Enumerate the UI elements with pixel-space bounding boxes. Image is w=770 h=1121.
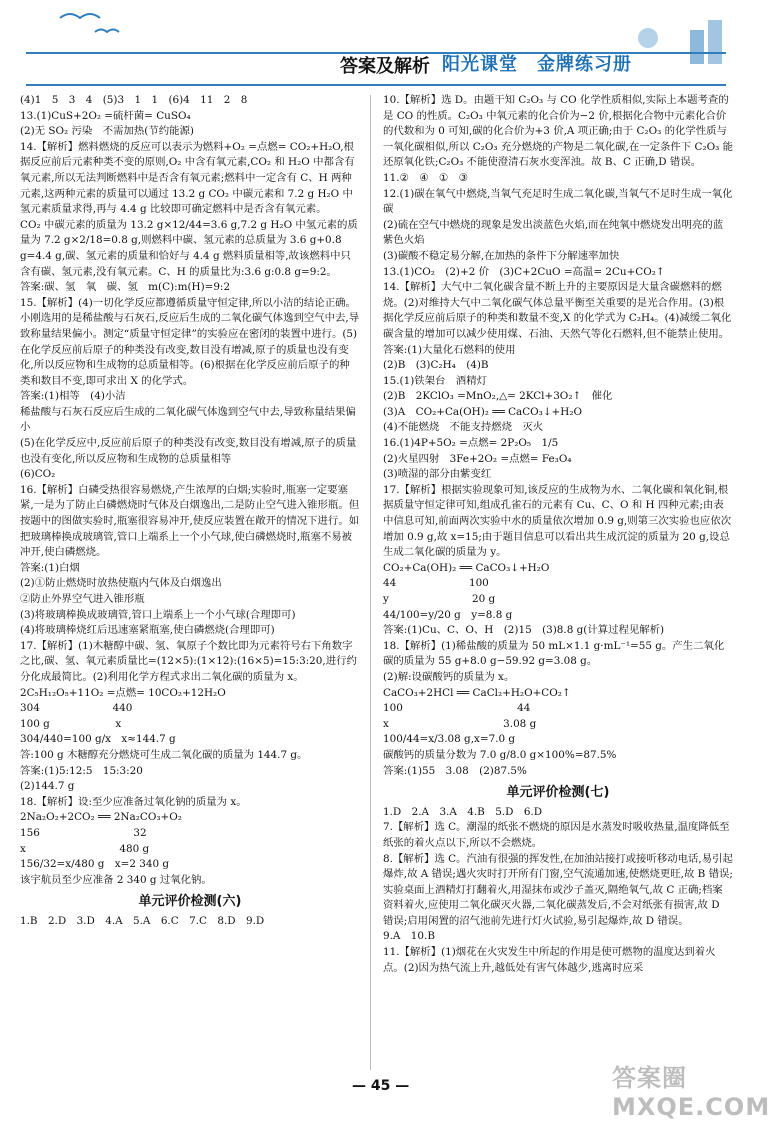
answer-line: 2Na₂O₂+2CO₂ ══ 2Na₂CO₃+O₂ [20, 811, 182, 824]
watermark: 答案圈 MXQE.COM [612, 1064, 770, 1121]
answer-line: 11.② ④ ① ③ [383, 171, 468, 184]
unit-seven-title: 单元评价检测(七) [506, 785, 610, 801]
bird-icon [95, 30, 119, 33]
answer-line: 100 g x [20, 717, 122, 730]
answer-line: 答案:(1)55 3.08 (2)87.5% [383, 764, 527, 777]
answer-line: 16.【解析】白磷受热很容易燃烧,产生浓厚的白烟;实验时,瓶塞一定要塞紧,一是为了防止白磷燃烧时气体及白烟逸出,二是防止空气进入锥形瓶。但按题中的图做实验时,瓶塞很容易冲开,使反应装置在敞开的情况下进行。如把玻璃棒换成玻璃管,管口上端系上一个小气球,使白磷燃烧时,瓶塞不易被冲开,使白磷燃烧。 [20, 483, 360, 559]
answer-line: 该宇航员至少应准备 2 340 g 过氧化钠。 [20, 873, 212, 886]
answer-line: 9.A 10.B [383, 930, 435, 943]
answer-line: 44/100=y/20 g y=8.8 g [383, 608, 513, 621]
answer-line: 10.【解析】选 D。由题干知 C₂O₃ 与 CO 化学性质相似,实际上本题考查的是 CO 的性质。C₂O₃ 中氧元素的化合价为−2 价,根据化合物中元素化合价的代数和为 0 可知,碳的化合价为+3 价,A 项正确;由于 C₂O₃ 的化学性质与一氧化碳相似,所以 C₂O₃ 充分燃烧的产物是二氧化碳,在一定条件下 C₂O₃ 能还原氧化铁;C₂O₃ 不能使澄清石灰水变浑浊。故 B、C 正确,D 错误。 [383, 94, 733, 169]
answer-line: ②防止外界空气进入锥形瓶 [20, 593, 145, 605]
answer-line: (4)不能燃烧 不能支持燃烧 灭火 [383, 421, 544, 434]
answer-line: (3)将玻璃棒换成玻璃管,管口上端系上一个小气球(合理即可) [20, 608, 296, 621]
answer-line: 碳酸钙的质量分数为 7.0 g/8.0 g×100%=87.5% [383, 748, 617, 761]
answer-line: 答案:(1)大量化石燃料的使用 [383, 343, 516, 356]
answer-line: (3)喷湿的部分由紫变红 [383, 468, 492, 481]
answer-line: (3)A CO₂+Ca(OH)₂ ══ CaCO₃↓+H₂O [383, 405, 583, 418]
answer-line: 14.【解析】大气中二氧化碳含量不断上升的主要原因是大量含碳燃料的燃烧。(2)对维持大气中二氧化碳气体总量平衡至关重要的是光合作用。(3)根据化学反应前后原子的种类和数量不变,X 的化学式为 C₂H₄。(4)减缓二氧化碳含量的增加可以减少使用煤、石油、天然气等化石燃料,但不能禁止使用。 [383, 281, 732, 340]
answer-line: 15.(1)铁架台 酒精灯 [383, 374, 487, 387]
answer-line: 1.D 2.A 3.A 4.B 5.D 6.D [383, 805, 543, 818]
answer-line: CaCO₃+2HCl ══ CaCl₂+H₂O+CO₂↑ [383, 686, 571, 699]
answer-line: 304/440=100 g/x x≈144.7 g [20, 733, 176, 746]
answer-line: 156/32=x/480 g x=2 340 g [20, 858, 170, 871]
unit-six-answers: 1.B 2.D 3.D 4.A 5.A 6.C 7.C 8.D 9.D [20, 914, 265, 927]
answer-line: 18.【解析】设:至少应准备过氧化钠的质量为 x。 [20, 795, 247, 808]
answer-line: 答案:(1)Cu、C、O、H (2)15 (3)8.8 g(计算过程见解析) [383, 624, 665, 637]
answer-line: 答案:碳、氢 氧 碳、氢 m(C):m(H)=9:2 [20, 281, 231, 294]
answer-line: (2)解:设碳酸钙的质量为 x。 [383, 670, 515, 683]
answer-line: 答:100 g 木糖醇充分燃烧可生成二氧化碳的质量为 144.7 g。 [20, 748, 308, 761]
answer-line: 答案:(1)5:12:5 15:3:20 [20, 764, 143, 777]
tree-icon [638, 28, 658, 48]
answer-line: 7.【解析】选 C。潮湿的纸张不燃烧的原因是水蒸发时吸收热量,温度降低至纸张的着火点以下,所以不会燃烧。 [383, 821, 730, 849]
answer-line: 17.【解析】(1)木糖醇中碳、氢、氧原子个数比即为元素符号右下角数字之比,碳、氢、氧元素质量比=(12×5):(1×12):(16×5)=15:3:20,进行约分化成最简比。(2)利用化学方程式求出二氧化碳的质量为 x。 [20, 639, 357, 683]
answer-line: 100/44=x/3.08 g,x=7.0 g [383, 733, 516, 746]
answer-line: (2)B 2KClO₃ =MnO₂,△= 2KCl+3O₂↑ 催化 [383, 390, 613, 403]
answer-line: 304 440 [20, 702, 133, 715]
answer-line: 14.【解析】燃料燃烧的反应可以表示为燃料+O₂ =点燃= CO₂+H₂O,根据反应前后元素种类不变的原则,O₂ 中含有氧元素,CO₂ 和 H₂O 中都含有氧元素,所以无法判断燃料中是否含有氧元素;燃料中一定含有 C、H 两种元素,这两种元素的质量可以通过 13.2 g CO₂ 中碳元素和 7.2 g H₂O 中氢元素质量求得,再与 4.4 g 比较即可确定燃料中是否含有氧元素。 [20, 140, 355, 216]
answer-line: 2C₅H₁₂O₅+11O₂ =点燃= 10CO₂+12H₂O [20, 686, 226, 699]
answer-line: 稀盐酸与石灰石反应后生成的二氧化碳气体逸到空气中去,导致称量结果偏小 [20, 405, 356, 434]
answer-line: (3)碳酸不稳定易分解,在加热的条件下分解速率加快 [383, 249, 620, 262]
answer-line: 答案:(1)相等 (4)小洁 [20, 390, 126, 403]
unit-six-title: 单元评价检测(六) [138, 894, 242, 910]
brand-title: 阳光课堂 金牌练习册 [442, 54, 632, 75]
answer-line: 100 44 [383, 702, 531, 715]
answer-line: (2)无 SO₂ 污染 不需加热(节约能源) [20, 125, 194, 138]
answer-line: (2)硫在空气中燃烧的现象是发出淡蓝色火焰,而在纯氧中燃烧发出明亮的蓝紫色火焰 [383, 218, 724, 247]
answer-line: 156 32 [20, 826, 147, 839]
answer-line: CO₂+Ca(OH)₂ ══ CaCO₃↓+H₂O [383, 561, 550, 574]
answer-line: (2)144.7 g [20, 780, 75, 793]
answer-line: 答案:(1)白烟 [20, 561, 80, 574]
answer-line: 12.(1)碳在氧气中燃烧,当氧气充足时生成二氧化碳,当氧气不足时生成一氧化碳 [383, 187, 733, 216]
answer-line: (2)火星四射 3Fe+2O₂ =点燃= Fe₃O₄ [383, 452, 572, 465]
column-divider [370, 95, 371, 1070]
answer-line: CO₂ 中碳元素的质量为 13.2 g×12/44=3.6 g,7.2 g H₂O 中氢元素的质量为 7.2 g×2/18=0.8 g,则燃料中碳、氢元素的总质量为 3.6 g+0.8 g=4.4 g,碳、氢元素的质量和恰好与 4.4 g 燃料质量相等,故该燃料中只含有碳、氢元素,没有氧元素。C、H 的质量比为:3.6 g:0.8 g=9:2。 [20, 218, 358, 278]
answer-line: (2)B (3)C₂H₄ (4)B [383, 359, 489, 372]
answer-line: 16.(1)4P+5O₂ =点燃= 2P₂O₅ 1/5 [383, 437, 559, 450]
answer-line: 17.【解析】根据实验现象可知,该反应的生成物为水、二氧化碳和氧化铜,根据质量守恒定律可知,组成孔雀石的元素有 Cu、C、O 和 H 四种元素;由表中信息可知,前面两次实验中水的质量依次增加 0.9 g,则第三次实验也应依次增加 0.9 g,故 x=15;由于题目信息可以看出共生成沉淀的质量为 20 g,设总生成二氧化碳的质量为 y。 [383, 483, 732, 559]
answer-line: 18.【解析】(1)稀盐酸的质量为 50 mL×1.1 g·mL⁻¹=55 g。产生二氧化碳的质量为 55 g+8.0 g−59.92 g=3.08 g。 [383, 639, 725, 668]
answer-line: (2)①防止燃烧时放热使瓶内气体及白烟逸出 [20, 577, 222, 590]
answer-line: 13.(1)CuS+2O₂ =硫杆菌= CuSO₄ [20, 109, 191, 122]
bird-icon [60, 14, 100, 18]
left-column [20, 93, 360, 929]
answer-line: (4)将玻璃棒烧红后迅速塞紧瓶塞,使白磷燃烧(合理即可) [20, 624, 275, 637]
answer-line: y 20 g [383, 593, 496, 605]
answer-line: (5)在化学反应中,反应前后原子的种类没有改变,数目没有增减,原子的质量也没有变化,所以反应物和生成物的总质量相等 [20, 437, 357, 465]
right-column [383, 93, 733, 976]
answer-line: (4)1 5 3 4 (5)3 1 1 (6)4 11 2 8 [20, 94, 248, 106]
answer-line: 11.【解析】(1)烟花在火灾发生中所起的作用是使可燃物的温度达到着火点。(2)因为热气流上升,越低处有害气体越少,逃离时应采 [383, 946, 716, 974]
answer-line: 8.【解析】选 C。汽油有很强的挥发性,在加油站接打或接听移动电话,易引起爆炸,故 A 错误;遇火灾时打开所有门窗,空气流通加速,使燃烧更旺,故 B 错误;实验桌面上酒精灯打翻着火,用湿抹布或沙子盖灭,隔绝氧气,故 C 正确;档案资料着火,应使用二氧化碳灭火器,二氧化碳蒸发后,不会对纸张有损害,故 D 错误;启用闲置的沼气池前先进行灯火试验,易引起爆炸,故 D 错误。 [383, 852, 733, 927]
answer-line: (6)CO₂ [20, 468, 56, 481]
answer-line: 44 100 [383, 577, 489, 590]
section-label: 答案及解析 [340, 56, 430, 77]
answer-line: x 3.08 g [383, 717, 537, 730]
page-header [0, 0, 750, 92]
answer-line: x 480 g [20, 842, 150, 855]
page-number: — 45 — [352, 1078, 410, 1094]
answer-line: 15.【解析】(4)一切化学反应都遵循质量守恒定律,所以小洁的结论正确。小刚选用的是稀盐酸与石灰石,反应后生成的二氧化碳气体逸到空气中去,导致称量结果偏小。测定“质量守恒定律”的实验应在密闭的装置中进行。(5)在化学反应前后原子的种类没有改变,数目没有增减,原子的质量也没有变化,所以反应物和生成物的总质量相等。(6)根据在化学反应前后原子的种类和数目不变,即可求出 X 的化学式。 [20, 296, 360, 387]
answer-line: 13.(1)CO₂ (2)+2 价 (3)C+2CuO =高温= 2Cu+CO₂↑ [383, 265, 665, 278]
